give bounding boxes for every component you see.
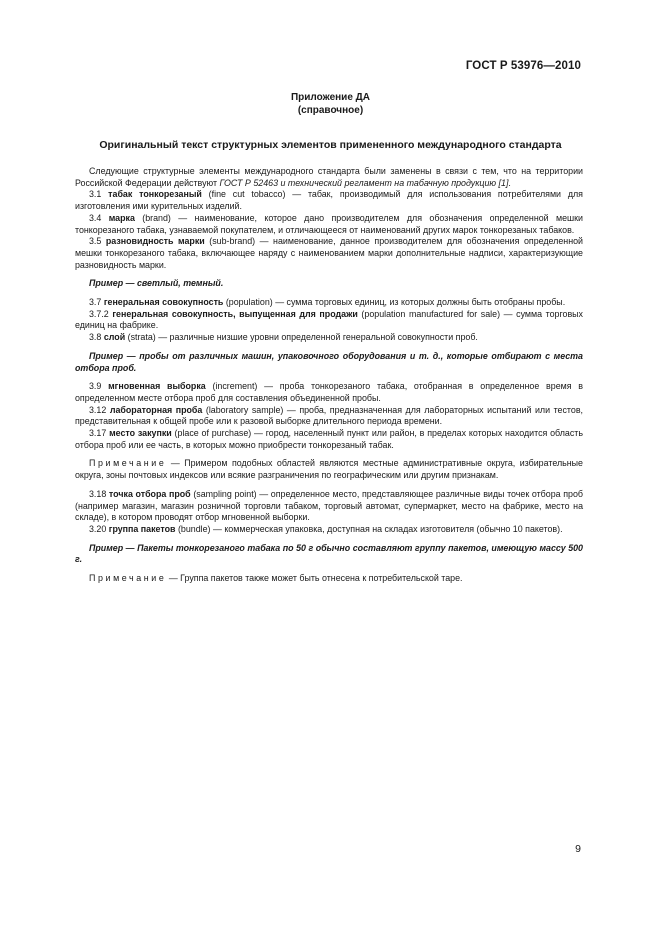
appendix-subtitle: (справочное) xyxy=(297,104,364,116)
intro-paragraph xyxy=(75,166,583,189)
term-3-20 xyxy=(75,524,583,536)
term-number: 3.1 xyxy=(89,189,109,200)
term-name: мгновенная выборка xyxy=(108,381,206,392)
term-3-7 xyxy=(75,297,583,309)
page-number: 9 xyxy=(575,843,581,855)
term-number: 3.7.2 xyxy=(89,308,113,319)
term-3-1 xyxy=(75,189,583,212)
note-text: — Примером подобных областей являются местные административные округа, избирательные округа, зоны почтовых индексов или всякие разграничения по географическим или другим признакам. xyxy=(75,458,583,481)
term-definition: (sub-brand) — наименование, данное производителем для обозначения определенной мешки тонкорезаного табака, включающее наряду с наименованием марки дополнительные надписи, характеризующие разновидность марки. xyxy=(75,236,583,270)
document-body xyxy=(75,166,583,585)
term-number: 3.17 xyxy=(89,428,110,439)
term-number: 3.4 xyxy=(89,212,109,223)
term-number: 3.8 xyxy=(89,332,104,343)
term-3-8 xyxy=(75,332,583,344)
term-3-9 xyxy=(75,381,583,404)
example-1: Пример — светлый, темный. xyxy=(89,278,224,289)
note-label: Примечание xyxy=(89,458,167,469)
note-1 xyxy=(75,458,583,481)
intro-text: Следующие структурные элементы международного стандарта были заменены в связи с тем, что на территории Российской Федерации действуют xyxy=(75,166,583,188)
term-name: генеральная совокупность xyxy=(103,297,224,308)
term-3-12 xyxy=(75,405,583,428)
term-name: лабораторная проба xyxy=(109,404,203,415)
term-number: 3.18 xyxy=(89,488,109,499)
term-definition: (laboratory sample) — проба, предназначенная для лабораторных испытаний или тестов, представительная к общей пробе или к разовой выборке длительного периода времени. xyxy=(75,404,583,427)
term-number: 3.12 xyxy=(89,404,110,415)
term-name: точка отбора проб xyxy=(108,488,191,499)
term-definition: (increment) — проба тонкорезаного табака, отобранная в определенное время в определенном месте отбора проб для составления объединенной пробы. xyxy=(75,381,584,403)
term-definition: (strata) — различные низшие уровни определенной генеральной совокупности проб. xyxy=(125,332,478,343)
term-name: место закупки xyxy=(109,428,172,439)
term-3-4 xyxy=(75,213,583,236)
example-2: Пример — пробы от различных машин, упаковочного оборудования и т. д., которые отбирают с места отбора проб. xyxy=(75,350,583,373)
note-2 xyxy=(75,573,583,585)
term-3-17 xyxy=(75,428,583,451)
note-label: Примечание xyxy=(89,573,167,584)
term-3-18 xyxy=(75,489,583,524)
term-definition: (brand) — наименование, которое дано производителем для обозначения определенной мешки тонкорезаного табака, узнаваемой покупателем, и отличающееся от наименований других марок тонкорезаных табаков. xyxy=(75,212,583,235)
term-name: слой xyxy=(103,332,126,343)
term-definition: (population) — сумма торговых единиц, из которых должны быть отобраны пробы. xyxy=(223,297,566,308)
appendix-title: Приложение ДА xyxy=(290,92,371,103)
term-definition: (place of purchase) — город, населенный пункт или район, в пределах которых находится область отбора проб или ее часть, в которых можно приобрести тонкорезаный табак. xyxy=(75,428,583,450)
note-text: — Группа пакетов также может быть отнесена к потребительской таре. xyxy=(166,573,463,584)
term-definition: (sampling point) — определенное место, представляющее различные виды точек отбора проб (например магазин, магазин розничной торговли табаком, торговый автомат, супермаркет, место на фабрике, место на складе), в котором проводят отбор мгновенной выборки. xyxy=(75,488,583,523)
term-3-5 xyxy=(75,236,583,271)
appendix-header xyxy=(0,92,661,117)
section-heading: Оригинальный текст структурных элементов примененного международного стандарта xyxy=(99,139,562,151)
term-definition: (bundle) — коммерческая упаковка, доступная на складах изготовителя (обычно 10 пакетов). xyxy=(175,523,563,534)
term-3-7-2 xyxy=(75,309,583,332)
term-number: 3.5 xyxy=(89,236,106,247)
term-name: группа пакетов xyxy=(108,523,176,534)
standard-designation: ГОСТ Р 53976—2010 xyxy=(465,60,581,72)
term-definition: (population manufactured for sale) — сумма торговых единиц на фабрике. xyxy=(75,308,583,331)
example-3: Пример — Пакеты тонкорезаного табака по 50 г обычно составляют группу пакетов, имеющую массу 500 г. xyxy=(75,542,583,565)
term-name: разновидность марки xyxy=(105,236,205,247)
term-number: 3.9 xyxy=(89,381,109,392)
term-name: генеральная совокупность, выпущенная для продажи xyxy=(112,308,358,319)
term-name: марка xyxy=(108,212,135,223)
term-name: табак тонкорезаный xyxy=(108,189,202,200)
intro-end: . xyxy=(508,177,511,188)
term-definition: (fine cut tobacco) — табак, производимый для использования потребителями для изготовления ими курительных изделий. xyxy=(75,189,583,212)
term-number: 3.20 xyxy=(89,523,109,534)
term-number: 3.7 xyxy=(89,297,104,308)
intro-reference: ГОСТ Р 52463 и технический регламент на табачную продукцию [1] xyxy=(219,177,509,188)
